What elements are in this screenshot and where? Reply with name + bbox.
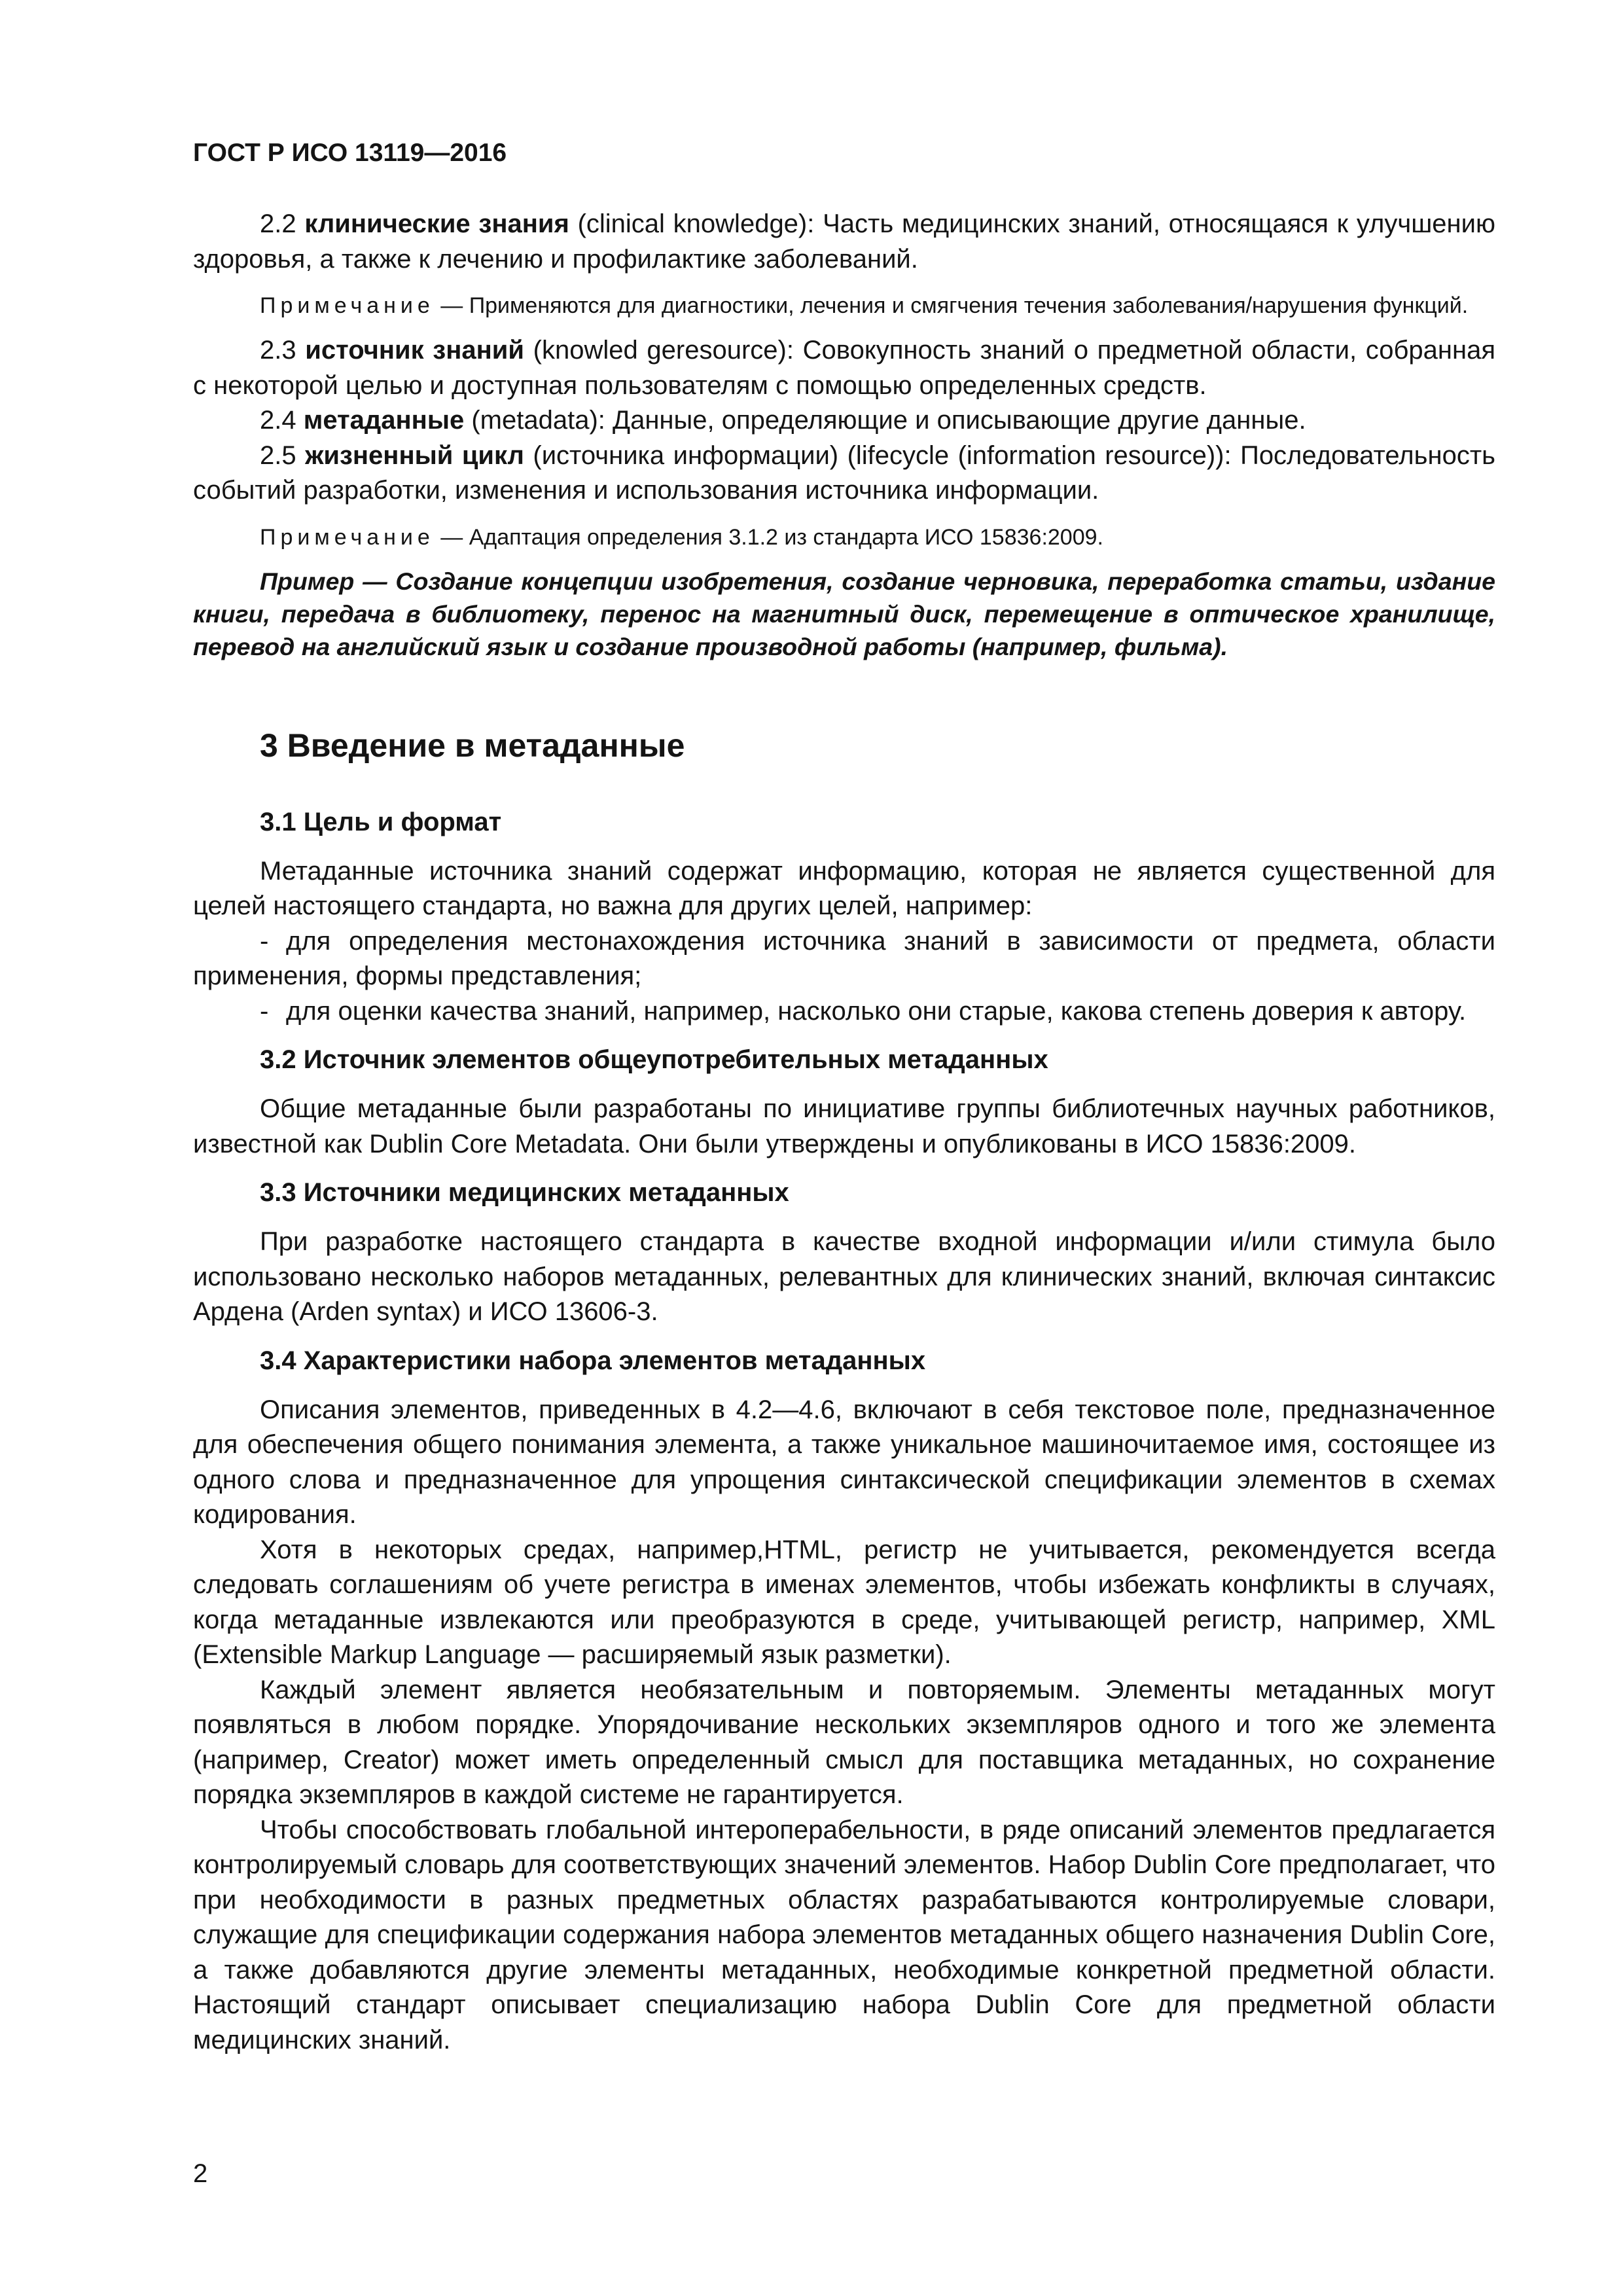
section-3-4-paragraph: Чтобы способствовать глобальной интероперабельности, в ряде описаний элементов предлагается контролируемый словарь для соответствующих значений элементов. Набор Dublin Core предполагает, что при необходимости в разных предметных областях разрабатываются контролируемые словари, служащие для спецификации содержания набора элементов метаданных общего назначения Dublin Core, а также добавляются другие элементы метаданных, необходимые конкретной предметной области. Настоящий стандарт описывает специализацию набора Dublin Core для предметной области медицинских знаний. <box>193 1815 1495 2054</box>
note-text: — Применяются для диагностики, лечения и смягчения течения заболевания/нарушения функций. <box>434 293 1469 318</box>
section-3-4-heading: 3.4 Характеристики набора элементов метаданных <box>260 1346 926 1375</box>
definition-text: (knowled geresource): Совокупность знаний о предметной области, собранная с некоторой целью и доступная пользователям с помощью определенных средств. <box>193 336 1495 400</box>
definition-term: жизненный цикл <box>305 440 524 470</box>
definition-term: источник знаний <box>305 336 524 365</box>
definition-number: 2.4 <box>260 406 296 435</box>
definition-2-5 <box>193 439 1495 509</box>
note-2 <box>193 522 1495 553</box>
definition-2-2 <box>193 207 1495 277</box>
section-3-2-heading: 3.2 Источник элементов общеупотребительных метаданных <box>260 1045 1048 1074</box>
standard-header: ГОСТ Р ИСО 13119—2016 <box>193 139 507 167</box>
section-3-1-heading: 3.1 Цель и формат <box>260 807 502 836</box>
section-3-1-intro: Метаданные источника знаний содержат информацию, которая не является существенной для целей настоящего стандарта, но важна для других целей, например: <box>193 856 1495 920</box>
definition-2-3 <box>193 333 1495 403</box>
note-1 <box>193 290 1495 321</box>
definition-2-4 <box>193 403 1495 439</box>
note-label: Примечание <box>260 524 435 550</box>
section-3-2-text: Общие метаданные были разработаны по инициативе группы библиотечных научных работников, известной как Dublin Core Metadata. Они были утверждены и опубликованы в ИСО 15836:2009. <box>193 1094 1495 1158</box>
definition-term: клинические знания <box>304 209 569 238</box>
page-number: 2 <box>193 2159 208 2188</box>
section-3-3-heading: 3.3 Источники медицинских метаданных <box>260 1178 789 1207</box>
definition-number: 2.2 <box>260 209 296 238</box>
section-3-4-paragraph: Описания элементов, приведенных в 4.2—4.6, включают в себя текстовое поле, предназначенное для обеспечения общего понимания элемента, а также уникальное машиночитаемое имя, состоящее из одного слова и предназначенное для упрощения синтаксической спецификации элементов в схемах кодирования. <box>193 1395 1495 1529</box>
note-text: — Адаптация определения 3.1.2 из стандарта ИСО 15836:2009. <box>434 524 1103 550</box>
section-3-3-text: При разработке настоящего стандарта в качестве входной информации и/или стимула было использовано несколько наборов метаданных, релевантных для клинических знаний, включая синтаксис Ардена (Arden syntax) и ИСО 13606-3. <box>193 1227 1495 1326</box>
definition-text: (clinical knowledge): Часть медицинских знаний, относящаяся к улучшению здоровья, а также к лечению и профилактике заболеваний. <box>193 209 1495 274</box>
note-label: Примечание <box>260 293 435 318</box>
list-item-text: для определения местонахождения источника знаний в зависимости от предмета, области применения, формы представления; <box>193 926 1495 990</box>
section-3-4-paragraph: Хотя в некоторых средах, например,HTML, регистр не учитывается, рекомендуется всегда следовать соглашениям об учете регистра в именах элементов, чтобы избежать конфликты в случаях, когда метаданные извлекаются или преобразуются в среде, учитывающей регистр, например, XML (Extensible Markup Language — расширяемый язык разметки). <box>193 1535 1495 1669</box>
definition-text: (источника информации) (lifecycle (information resource)): Последовательность событий разработки, изменения и использования источника информации. <box>193 440 1495 505</box>
definition-number: 2.3 <box>260 336 296 365</box>
list-item: - для определения местонахождения источника знаний в зависимости от предмета, области применения, формы представления; <box>193 926 1495 990</box>
example-text: Пример — Создание концепции изобретения, создание черновика, переработка статьи, издание книги, передача в библиотеку, перенос на магнитный диск, перемещение в оптическое хранилище, перевод на английский язык и создание производной работы (например, фильма). <box>193 567 1495 660</box>
definition-number: 2.5 <box>260 440 296 470</box>
section-3-4-paragraph: Каждый элемент является необязательным и повторяемым. Элементы метаданных могут появляться в любом порядке. Упорядочивание нескольких экземпляров одного и того же элемента (например, Creator) может иметь определенный смысл для поставщика метаданных, но сохранение порядка экземпляров в каждой системе не гарантируется. <box>193 1675 1495 1809</box>
definition-text: (metadata): Данные, определяющие и описывающие другие данные. <box>464 406 1306 435</box>
list-item: - для оценки качества знаний, например, насколько они старые, какова степень доверия к автору. <box>260 996 1467 1026</box>
section-3-heading: 3 Введение в метаданные <box>260 726 685 764</box>
definition-term: метаданные <box>303 406 465 435</box>
list-item-text: для оценки качества знаний, например, насколько они старые, какова степень доверия к автору. <box>286 996 1467 1026</box>
document-page <box>193 137 1495 2058</box>
